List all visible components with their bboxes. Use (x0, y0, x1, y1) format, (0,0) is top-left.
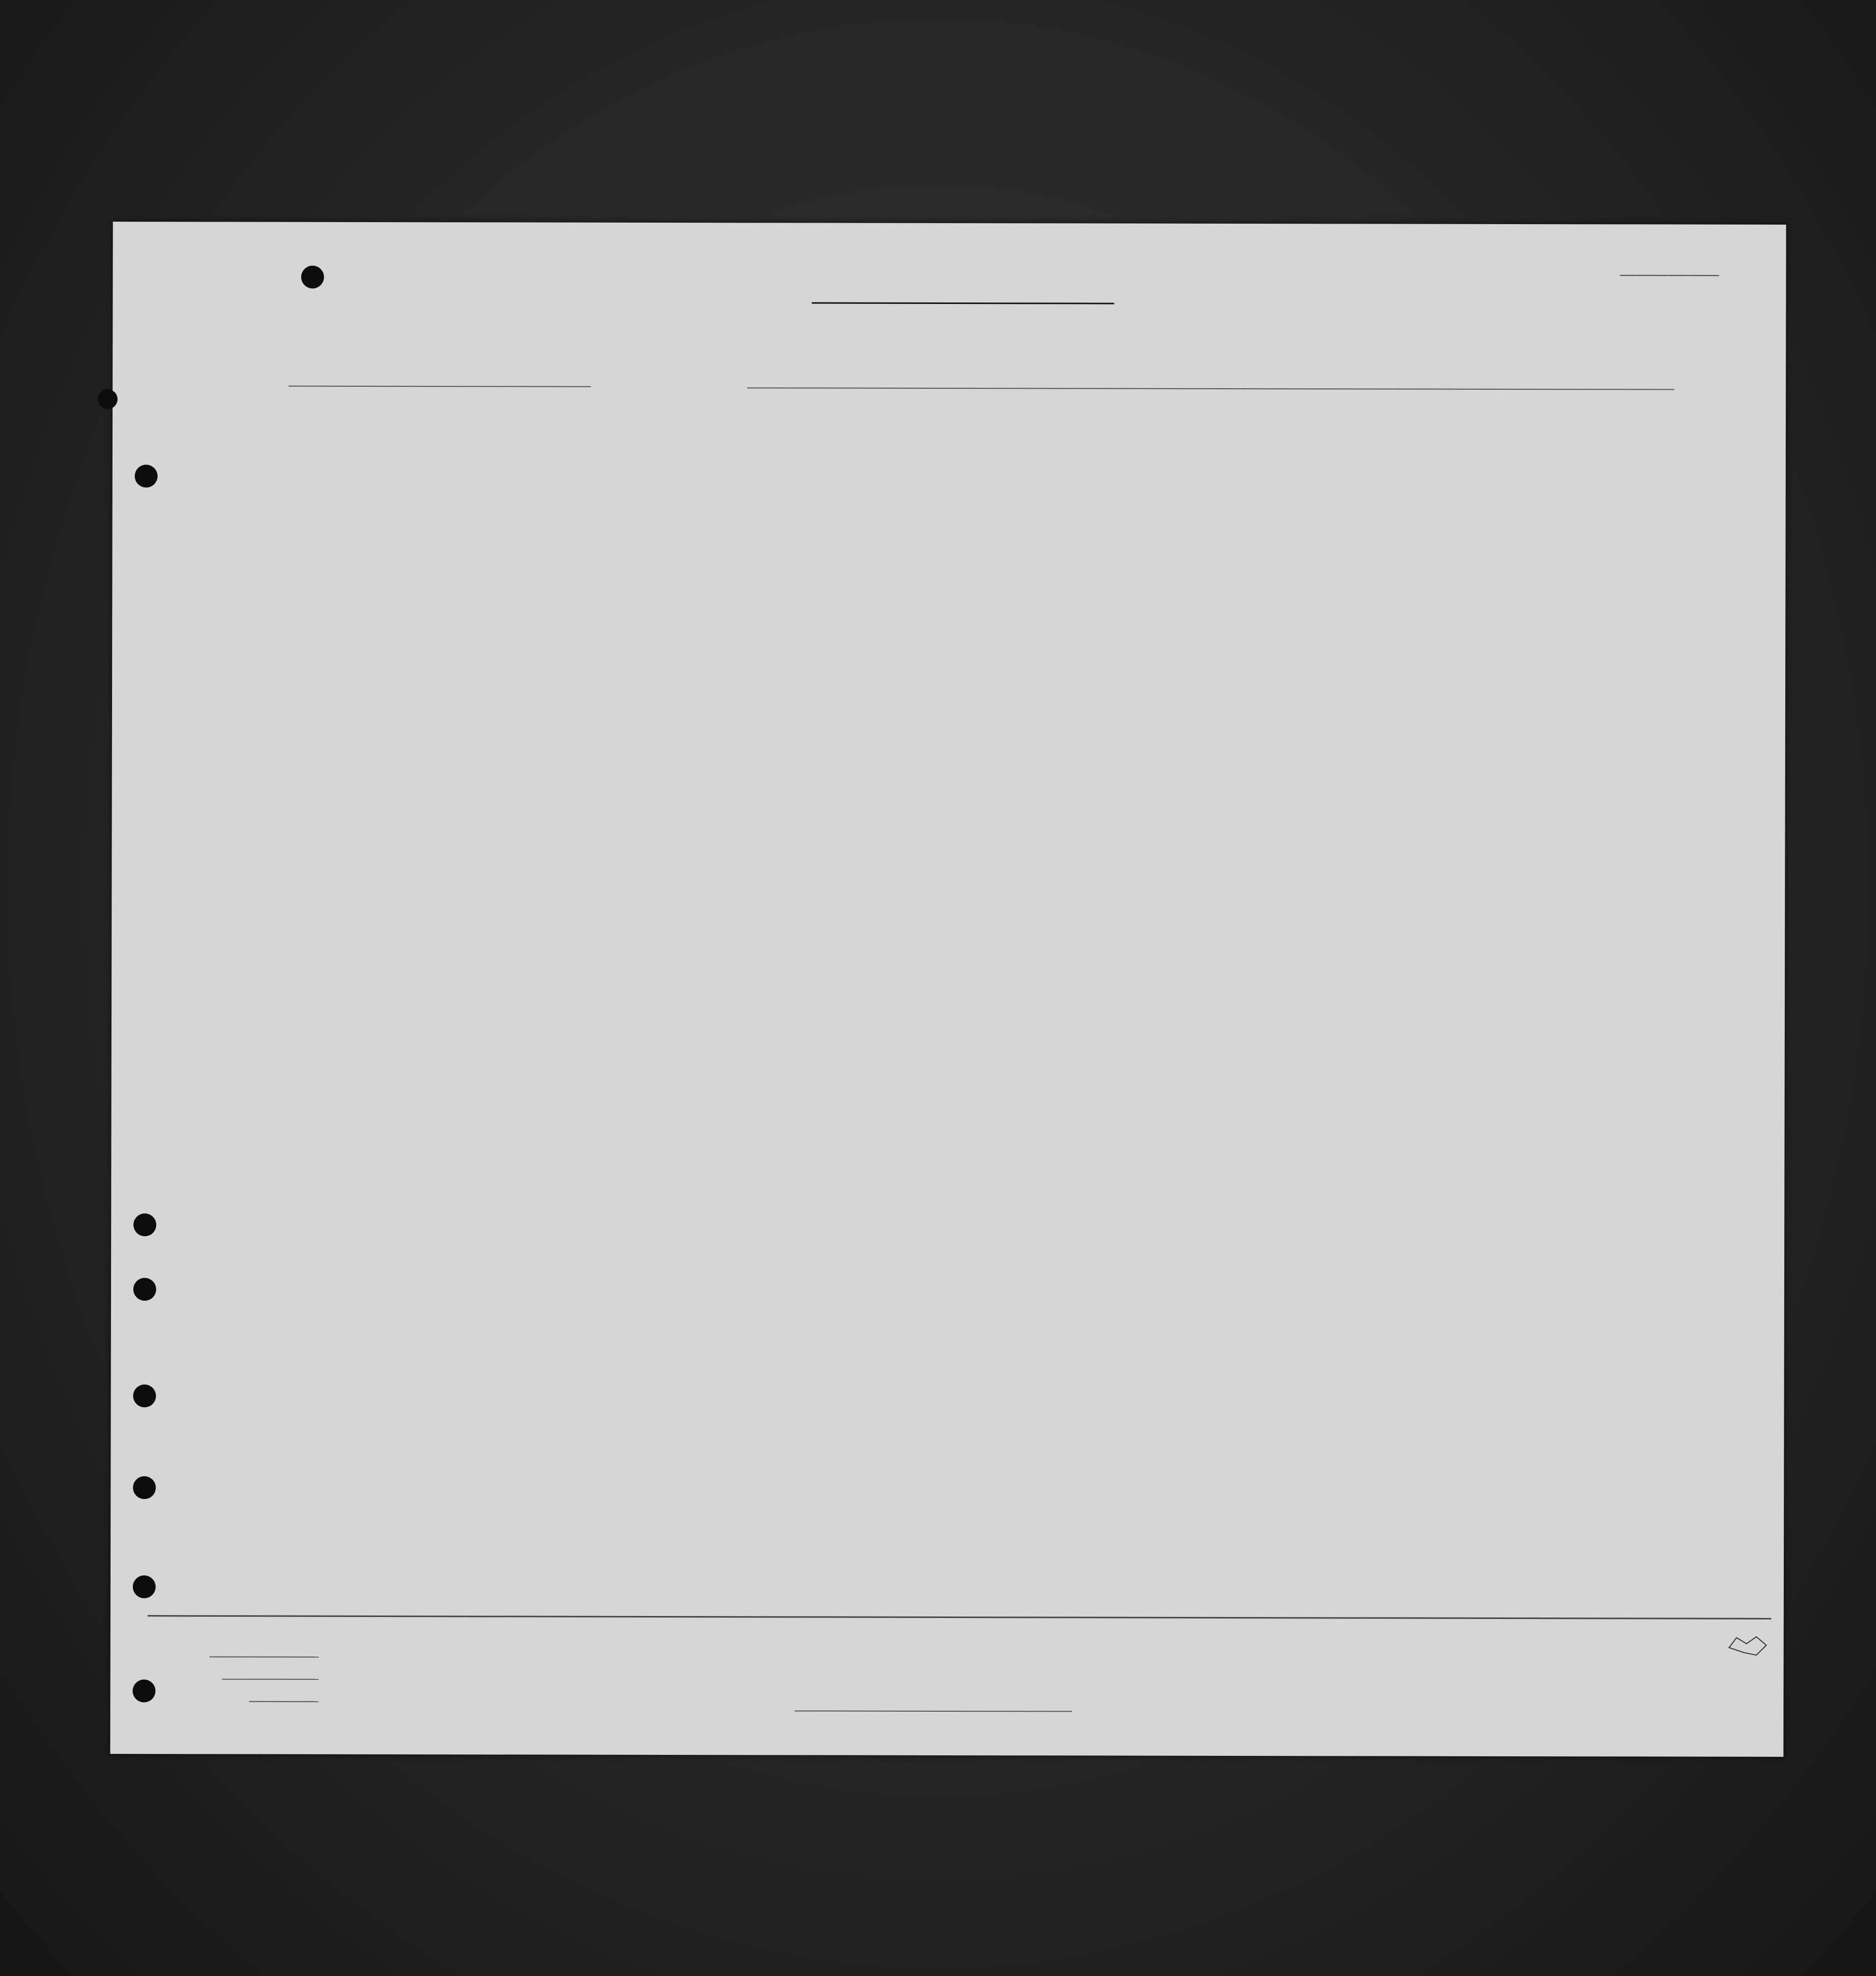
title-underline (812, 302, 1114, 304)
footer-owners-blank (222, 1678, 319, 1679)
sheet-number-underline (1620, 275, 1719, 276)
arrival-underline (747, 387, 1674, 390)
subtitle-line-1 (113, 321, 1786, 324)
document-title (113, 274, 1786, 277)
pencil-scribble (1727, 1633, 1774, 1663)
footer-line-blank (210, 1656, 319, 1657)
footer-agents-blank (249, 1701, 318, 1702)
punch-hole (132, 1679, 155, 1702)
inspector-signature-line (794, 1710, 1072, 1712)
punch-hole (301, 266, 324, 289)
subtitle-line-2 (113, 340, 1786, 343)
manifest-sheet (110, 222, 1786, 1757)
crew-table (148, 415, 1773, 1648)
punch-hole (98, 389, 117, 409)
vessel-underline (289, 386, 591, 387)
